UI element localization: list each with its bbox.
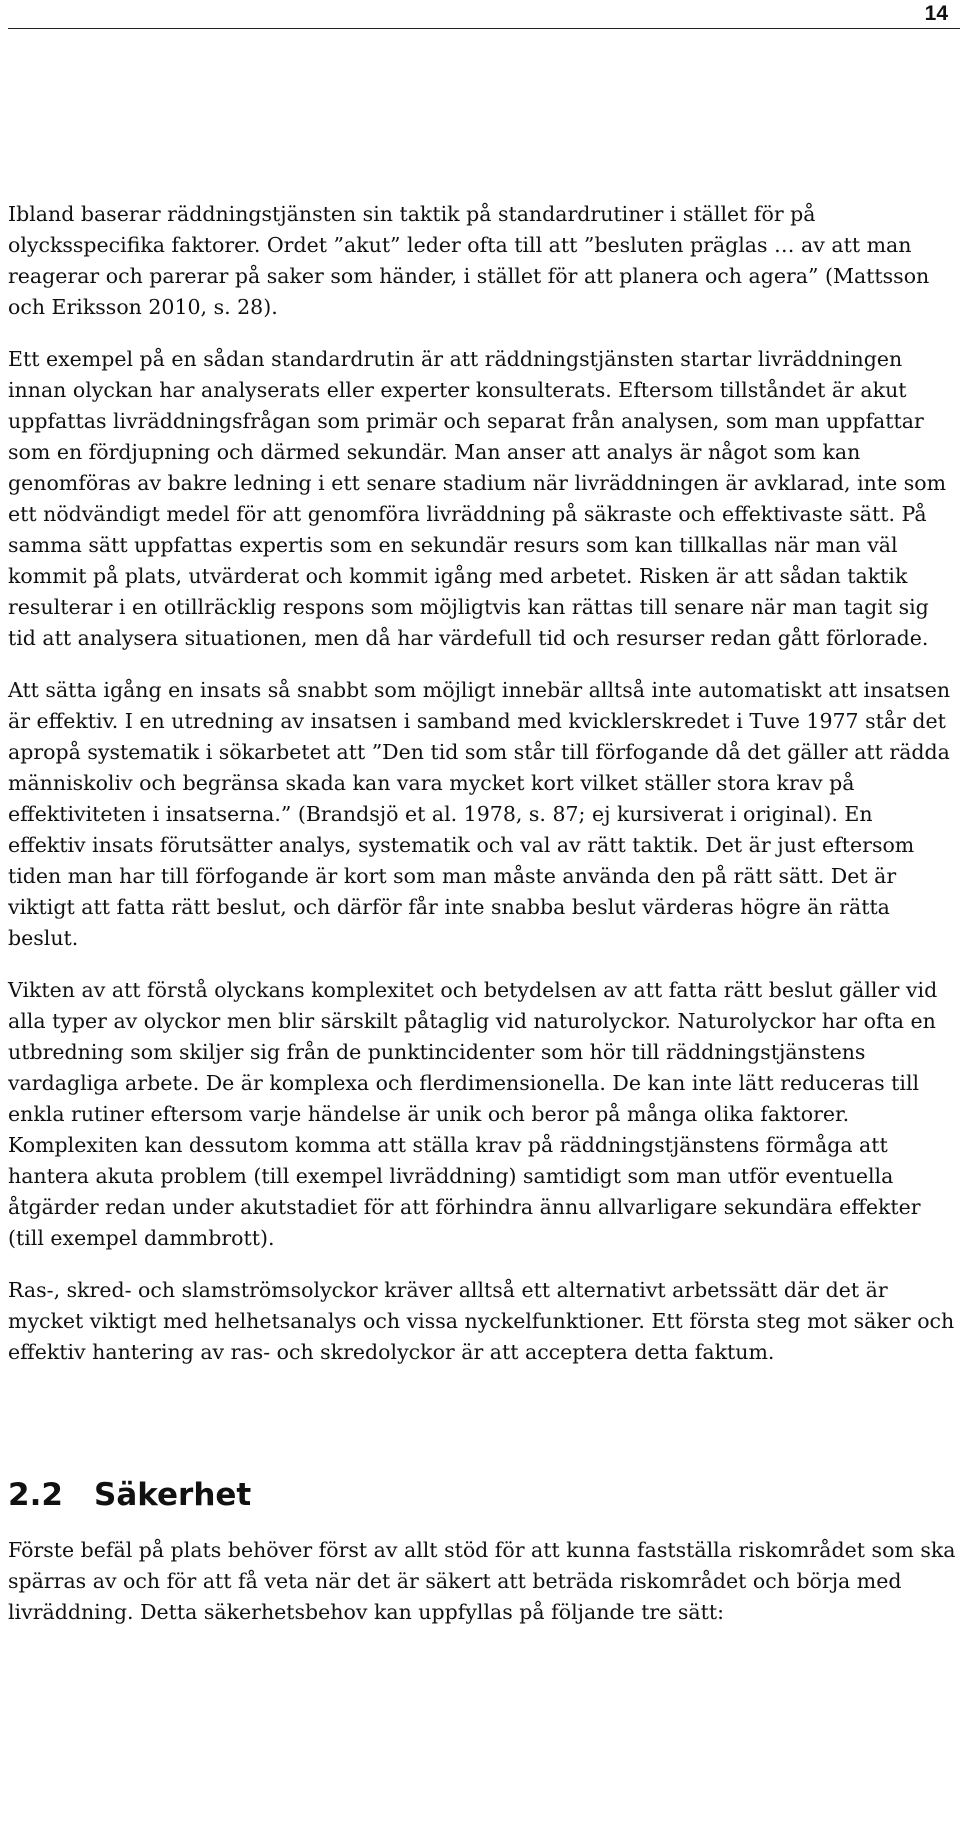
paragraph-landslide-accidents: Ras-, skred- och slamströmsolyckor kräver alltså ett alternativt arbetssätt där det är mycket viktigt med helhetsanalys och vissa nyckelfunktioner. Ett första steg mot säker och effektiv hantering av ras- och skredolyckor är att acceptera detta faktum. — [8, 1278, 955, 1364]
page-header — [0, 0, 960, 32]
header-rule — [8, 28, 960, 29]
section-paragraph: Förste befäl på plats behöver först av allt stöd för att kunna fastställa riskområdet som ska spärras av och för att få veta när det är säkert att beträda riskområdet och börja med livräddning. Detta säkerhetsbehov kan uppfyllas på följande tre sätt: — [8, 1538, 956, 1624]
section-number: 2.2 — [8, 1477, 63, 1513]
page-body — [8, 199, 956, 1649]
section-heading — [8, 1475, 956, 1515]
section-title: Säkerhet — [94, 1477, 252, 1513]
paragraph-natural-disasters: Vikten av att förstå olyckans komplexitet och betydelsen av att fatta rätt beslut gäller vid alla typer av olyckor men blir särskilt påtaglig vid naturolyckor. Naturolyckor har ofta en utbredning som skiljer sig från de punktincidenter som hör till räddningstjänstens vardagliga arbete. De är komplexa och flerdimensionella. De kan inte lätt reduceras till enkla rutiner eftersom varje händelse är unik och beror på många olika faktorer. Komplexiten kan dessutom komma att ställa krav på räddningstjänstens förmåga att hantera akuta problem (till exempel livräddning) samtidigt som man utför eventuella åtgärder redan under akutstadiet för att förhindra ännu allvarligare sekundära effekter (till exempel dammbrott). — [8, 978, 938, 1250]
paragraph-standard-routines: Ibland baserar räddningstjänsten sin taktik på standardrutiner i stället för på olycksspecifika faktorer. Ordet ”akut” leder ofta till att ”besluten präglas … av att man reagerar och parerar på saker som händer, i stället för att planera och agera” (Mattsson och Eriksson 2010, s. 28). — [8, 202, 930, 319]
paragraph-rescue-example: Ett exempel på en sådan standardrutin är att räddningstjänsten startar livräddningen innan olyckan har analyserats eller experter konsulterats. Eftersom tillståndet är akut uppfattas livräddningsfrågan som primär och separat från analysen, som man uppfattar som en fördjupning och därmed sekundär. Man anser att analys är något som kan genomföras av bakre ledning i ett senare stadium när livräddningen är avklarad, inte som ett nödvändigt medel för att genomföra livräddning på säkraste och effektivaste sätt. På samma sätt uppfattas expertis som en sekundär resurs som kan tillkallas när man väl kommit på plats, utvärderat och kommit igång med arbetet. Risken är att sådan taktik resulterar i en otillräcklig respons som möjligtvis kan rättas till senare när man tagit sig tid att analysera situationen, men då har värdefull tid och resurser redan gått förlorade. — [8, 347, 947, 650]
paragraph-effective-response: Att sätta igång en insats så snabbt som möjligt innebär alltså inte automatiskt att insatsen är effektiv. I en utredning av insatsen i samband med kvicklerskredet i Tuve 1977 står det apropå systematik i sökarbetet att ”Den tid som står till förfogande då det gäller att rädda människoliv och begränsa skada kan vara mycket kort vilket ställer stora krav på effektiviteten i insatserna.” (Brandsjö et al. 1978, s. 87; ej kursiverat i original). En effektiv insats förutsätter analys, systematik och val av rätt taktik. Det är just eftersom tiden man har till förfogande är kort som man måste använda den på rätt sätt. Det är viktigt att fatta rätt beslut, och därför får inte snabba beslut värderas högre än rätta beslut. — [8, 678, 951, 950]
page-number: 14 — [924, 2, 948, 25]
